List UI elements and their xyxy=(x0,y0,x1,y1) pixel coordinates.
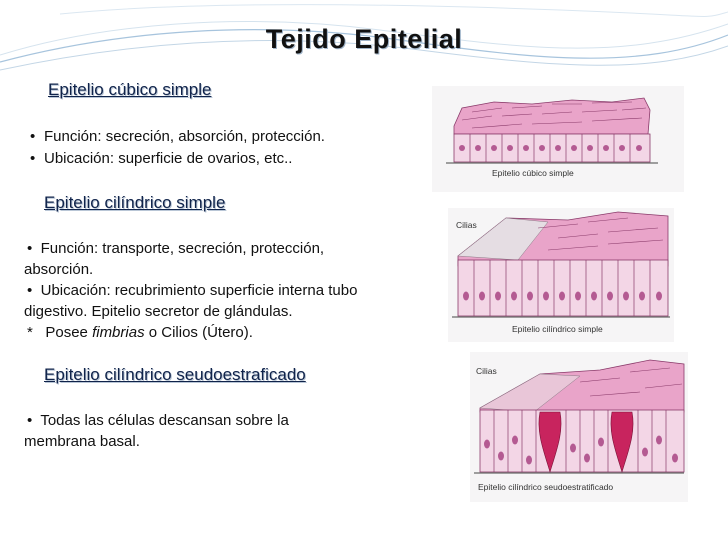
bullet-text: Ubicación: superficie de ovarios, etc.. xyxy=(44,150,293,167)
text-line xyxy=(24,259,357,280)
heading-cilindrico-simple: Epitelio cilíndrico simple xyxy=(44,193,226,212)
bullet-icon: • xyxy=(27,412,33,429)
slide-title: Tejido Epitelial xyxy=(265,24,463,54)
figure-caption: Epitelio cilíndrico seudoestratificado xyxy=(478,482,614,492)
line-text: digestivo. Epitelio secretor de glándulas. xyxy=(24,303,293,320)
line-text: Posee xyxy=(45,324,93,341)
heading-cubico-simple: Epitelio cúbico simple xyxy=(48,80,212,99)
line-text: Ubicación: recubrimiento superficie interna tubo xyxy=(40,282,358,299)
text-line xyxy=(27,280,357,301)
bullet-text: Función: secreción, absorción, protección. xyxy=(44,128,325,145)
figure-caption: Epitelio cilíndrico simple xyxy=(512,324,603,334)
italic-term: fimbrias xyxy=(92,324,145,341)
asterisk-marker: * xyxy=(27,324,33,341)
list-item xyxy=(30,149,325,169)
figure-caption: Epitelio cúbico simple xyxy=(492,168,574,178)
line-text: membrana basal. xyxy=(24,433,140,450)
cubico-bullet-list xyxy=(30,127,325,169)
line-text: o Cilios (Útero). xyxy=(144,324,253,341)
cilindrico-seudoestratificado-illustration xyxy=(470,352,688,502)
line-text: Todas las células descansan sobre la xyxy=(40,412,289,429)
figure-label-cilias: Cilias xyxy=(476,366,497,376)
text-line xyxy=(27,238,357,259)
cubico-simple-figure xyxy=(432,86,684,192)
line-text: Función: transporte, secreción, protección, xyxy=(40,240,325,257)
bullet-icon: • xyxy=(30,150,36,167)
figure-label-cilias: Cilias xyxy=(456,220,477,230)
heading-cilindrico-seudoestraficado: Epitelio cilíndrico seudoestraficado xyxy=(44,365,306,384)
text-line xyxy=(27,410,289,431)
bullet-icon: • xyxy=(27,282,33,299)
cubico-simple-illustration xyxy=(432,86,684,192)
list-item xyxy=(30,127,325,147)
text-line xyxy=(24,431,289,452)
cilindrico-seudoestratificado-figure xyxy=(470,352,688,502)
cilindrico-simple-figure xyxy=(448,208,674,342)
text-line xyxy=(24,301,357,322)
line-text: absorción. xyxy=(24,261,94,278)
cilindrico-simple-text xyxy=(24,238,358,343)
cilindrico-simple-illustration xyxy=(448,208,674,342)
text-line xyxy=(27,322,357,343)
seudoestraficado-text xyxy=(24,410,289,452)
bullet-icon: • xyxy=(27,240,33,257)
bullet-icon: • xyxy=(30,128,36,145)
